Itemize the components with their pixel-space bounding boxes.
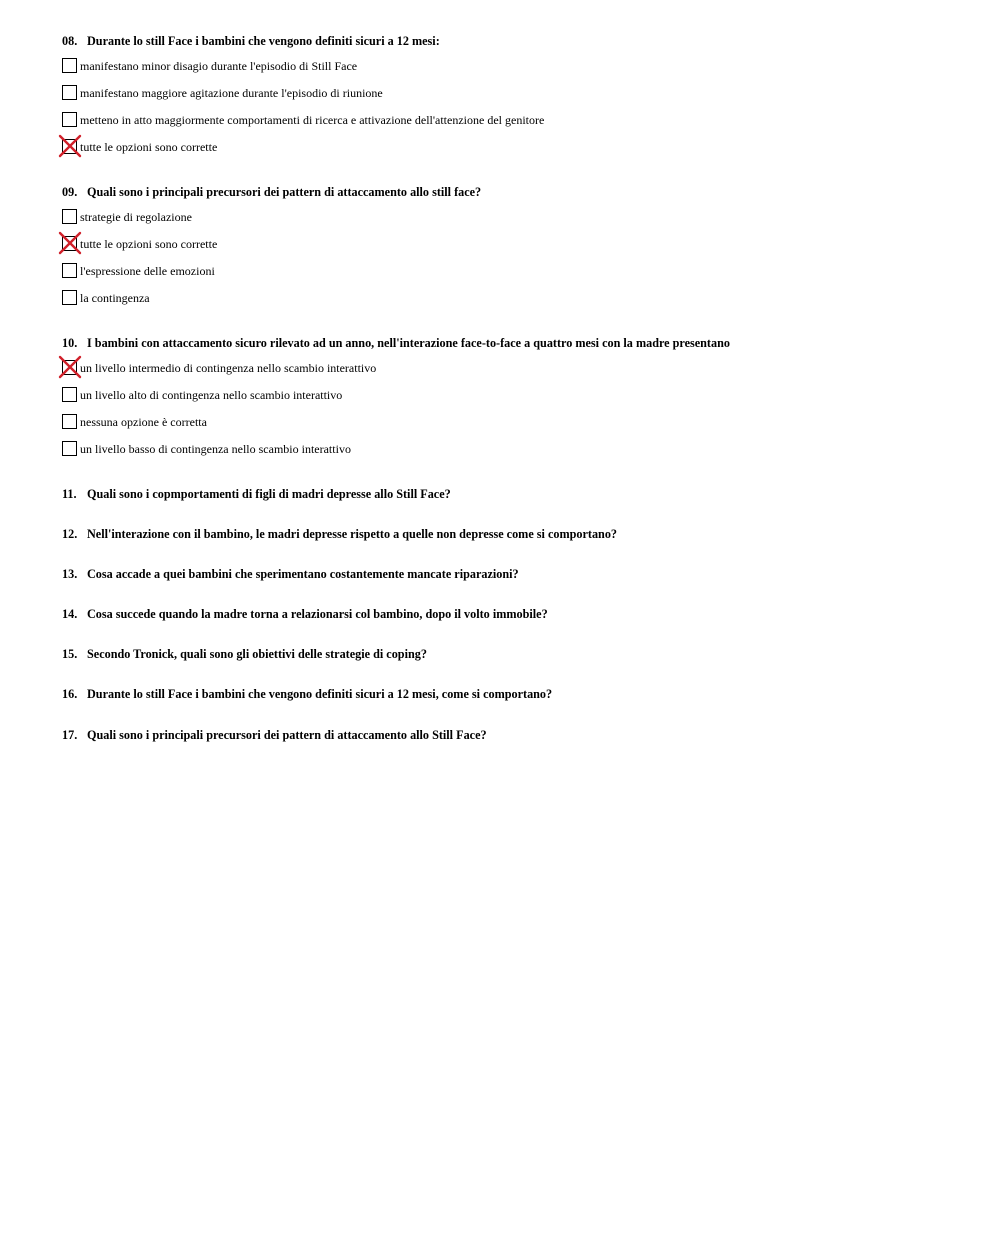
checkbox[interactable] [62, 290, 77, 305]
question-text: Durante lo still Face i bambini che vengono definiti sicuri a 12 mesi: [87, 34, 440, 48]
answer-option[interactable] [62, 209, 481, 225]
question-17 [62, 727, 487, 743]
checkbox[interactable] [62, 139, 77, 154]
question-title [62, 335, 730, 351]
answer-option[interactable] [62, 414, 730, 430]
checkbox[interactable] [62, 112, 77, 127]
option-label: strategie di regolazione [80, 210, 192, 224]
question-number: 14. [62, 607, 78, 621]
question-16 [62, 686, 552, 702]
question-number: 15. [62, 647, 78, 661]
option-label: metteno in atto maggiormente comportamenti di ricerca e attivazione dell'attenzione del genitore [80, 113, 545, 127]
answer-option[interactable] [62, 58, 440, 74]
option-label: la contingenza [80, 291, 150, 305]
question-text: Nell'interazione con il bambino, le madri depresse rispetto a quelle non depresse come si comportano? [87, 527, 618, 541]
question-14 [62, 606, 548, 622]
answer-option[interactable] [62, 139, 440, 155]
question-number: 08. [62, 34, 78, 48]
question-13 [62, 566, 519, 582]
question-11 [62, 486, 451, 502]
answer-option[interactable] [62, 263, 481, 279]
option-label: un livello basso di contingenza nello scambio interattivo [80, 442, 351, 456]
option-label: l'espressione delle emozioni [80, 264, 215, 278]
answer-option[interactable] [62, 236, 481, 252]
question-text: Quali sono i principali precursori dei pattern di attaccamento allo still face? [87, 185, 482, 199]
checkbox[interactable] [62, 85, 77, 100]
question-title [62, 184, 481, 200]
question-text: Cosa succede quando la madre torna a relazionarsi col bambino, dopo il volto immobile? [87, 607, 548, 621]
answer-option[interactable] [62, 290, 481, 306]
question-text: I bambini con attaccamento sicuro rilevato ad un anno, nell'interazione face-to-face a quattro mesi con la madre presentano [87, 336, 730, 350]
checkbox[interactable] [62, 414, 77, 429]
question-text: Durante lo still Face i bambini che vengono definiti sicuri a 12 mesi, come si comportano? [87, 687, 553, 701]
option-label: manifestano minor disagio durante l'episodio di Still Face [80, 59, 358, 73]
answer-option[interactable] [62, 112, 545, 128]
option-label: tutte le opzioni sono corrette [80, 237, 218, 251]
answer-option[interactable] [62, 441, 730, 457]
question-number: 13. [62, 567, 78, 581]
question-number: 12. [62, 527, 78, 541]
question-title [62, 33, 440, 49]
checkbox[interactable] [62, 263, 77, 278]
question-12 [62, 526, 617, 542]
checkbox[interactable] [62, 360, 77, 375]
option-label: manifestano maggiore agitazione durante l'episodio di riunione [80, 86, 383, 100]
question-15 [62, 646, 427, 662]
checkbox[interactable] [62, 441, 77, 456]
checkbox[interactable] [62, 236, 77, 251]
answer-option[interactable] [62, 387, 730, 403]
option-label: nessuna opzione è corretta [80, 415, 207, 429]
question-number: 11. [62, 487, 77, 501]
question-09 [62, 184, 481, 306]
question-number: 16. [62, 687, 78, 701]
question-08 [62, 33, 545, 155]
option-label: un livello alto di contingenza nello scambio interattivo [80, 388, 343, 402]
answer-option[interactable] [62, 360, 730, 376]
question-text: Quali sono i copmportamenti di figli di madri depresse allo Still Face? [87, 487, 451, 501]
option-label: un livello intermedio di contingenza nello scambio interattivo [80, 361, 377, 375]
answer-option[interactable] [62, 85, 440, 101]
question-text: Quali sono i principali precursori dei pattern di attaccamento allo Still Face? [87, 728, 487, 742]
question-number: 09. [62, 185, 78, 199]
checkbox[interactable] [62, 209, 77, 224]
question-text: Cosa accade a quei bambini che sperimentano costantemente mancate riparazioni? [87, 567, 519, 581]
question-text: Secondo Tronick, quali sono gli obiettivi delle strategie di coping? [87, 647, 427, 661]
question-10 [62, 335, 730, 457]
option-label: tutte le opzioni sono corrette [80, 140, 218, 154]
question-number: 10. [62, 336, 78, 350]
question-number: 17. [62, 728, 78, 742]
checkbox[interactable] [62, 58, 77, 73]
checkbox[interactable] [62, 387, 77, 402]
